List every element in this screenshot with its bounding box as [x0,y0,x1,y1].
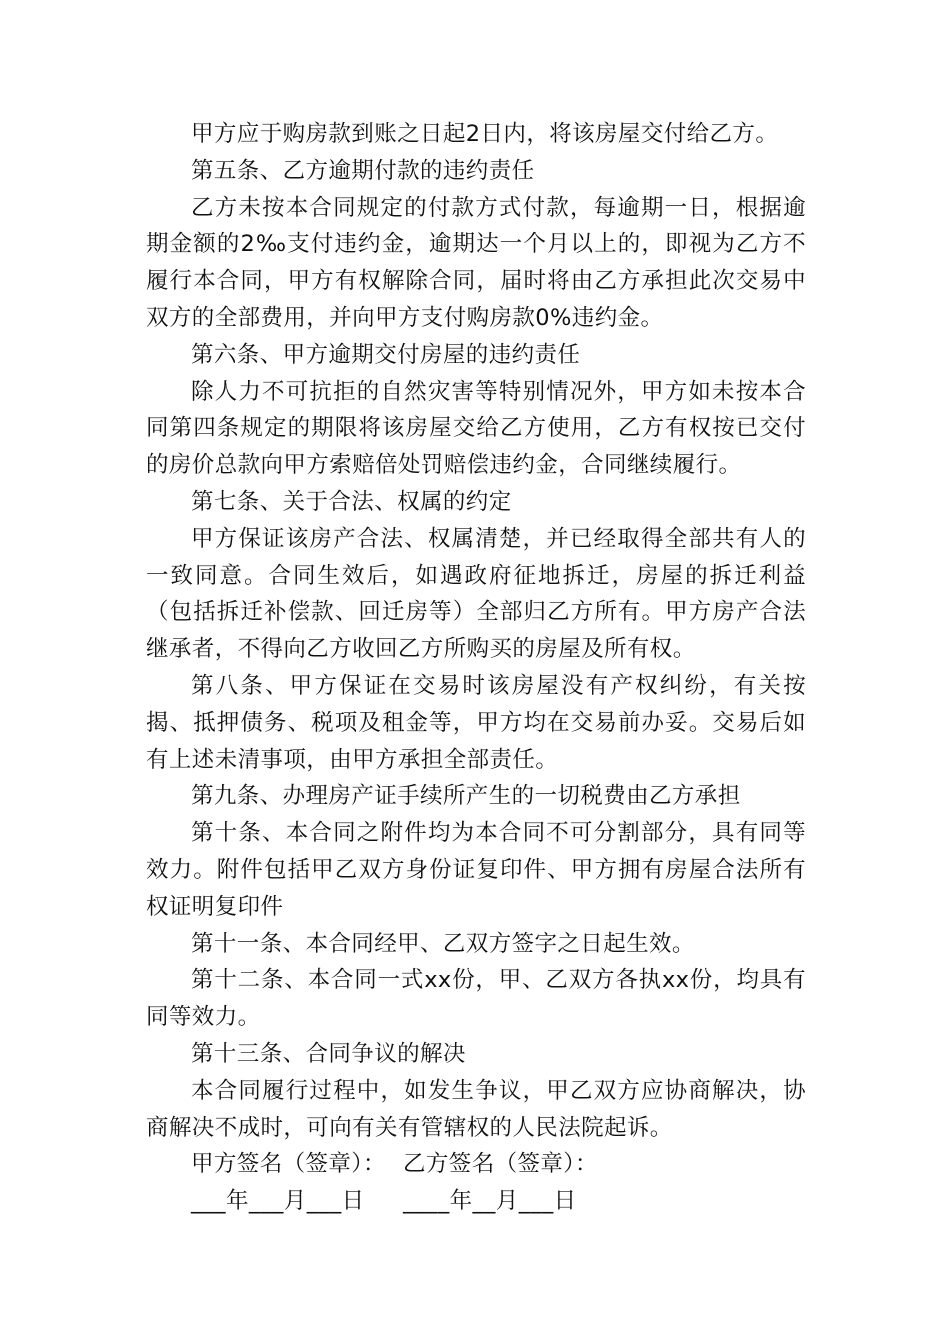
party-a-signature-label: 甲方签名（签章）： [191,1151,386,1178]
article-12: 第十二条、本合同一式xx份，甲、乙双方各执xx份，均具有同等效力。 [146,967,806,1031]
article-6-heading: 第六条、甲方逾期交付房屋的违约责任 [191,341,581,368]
article-13-heading: 第十三条、合同争议的解决 [191,1040,466,1067]
contract-page [146,116,806,1220]
article-10: 第十条、本合同之附件均为本合同不可分割部分，具有同等效力。附件包括甲乙双方身份证复印件、甲方拥有房屋合法所有权证明复印件 [146,820,806,920]
date-line [146,1183,806,1220]
article-11: 第十一条、本合同经甲、乙双方签字之日起生效。 [191,930,695,957]
article-7-body: 甲方保证该房产合法、权属清楚，并已经取得全部共有人的一致同意。合同生效后，如遇政府征地拆迁，房屋的拆迁利益（包括拆迁补偿款、回迁房等）全部归乙方所有。甲方房产合法继承者，不得向乙方收回乙方所购买的房屋及所有权。 [146,525,806,663]
article-6-body: 除人力不可抗拒的自然灾害等特别情况外，甲方如未按本合同第四条规定的期限将该房屋交给乙方使用，乙方有权按已交付的房价总款向甲方索赔倍处罚赔偿违约金，合同继续履行。 [146,378,806,479]
article-9: 第九条、办理房产证手续所产生的一切税费由乙方承担 [191,783,741,810]
article-5-heading: 第五条、乙方逾期付款的违约责任 [191,157,535,184]
article-8: 第八条、甲方保证在交易时该房屋没有产权纠纷，有关按揭、抵押债务、税项及租金等，甲方均在交易前办妥。交易后如有上述未清事项，由甲方承担全部责任。 [146,672,806,773]
party-a-date: ___年___月___日 [191,1188,365,1215]
party-b-date: ____年__月___日 [403,1188,577,1215]
party-b-signature-label: 乙方签名（签章）： [403,1151,598,1178]
article-13-body: 本合同履行过程中，如发生争议，甲乙双方应协商解决，协商解决不成时，可向有关有管辖权的人民法院起诉。 [146,1077,806,1141]
article-5-body: 乙方未按本合同规定的付款方式付款，每逾期一日，根据逾期金额的2‰支付违约金，逾期达一个月以上的，即视为乙方不履行本合同，甲方有权解除合同，届时将由乙方承担此次交易中双方的全部费用，并向甲方支付购房款0%违约金。 [146,194,806,331]
article-7-heading: 第七条、关于合法、权属的约定 [191,488,512,515]
signature-line [146,1146,806,1183]
paragraph-delivery-deadline: 甲方应于购房款到账之日起2日内，将该房屋交付给乙方。 [191,121,779,147]
